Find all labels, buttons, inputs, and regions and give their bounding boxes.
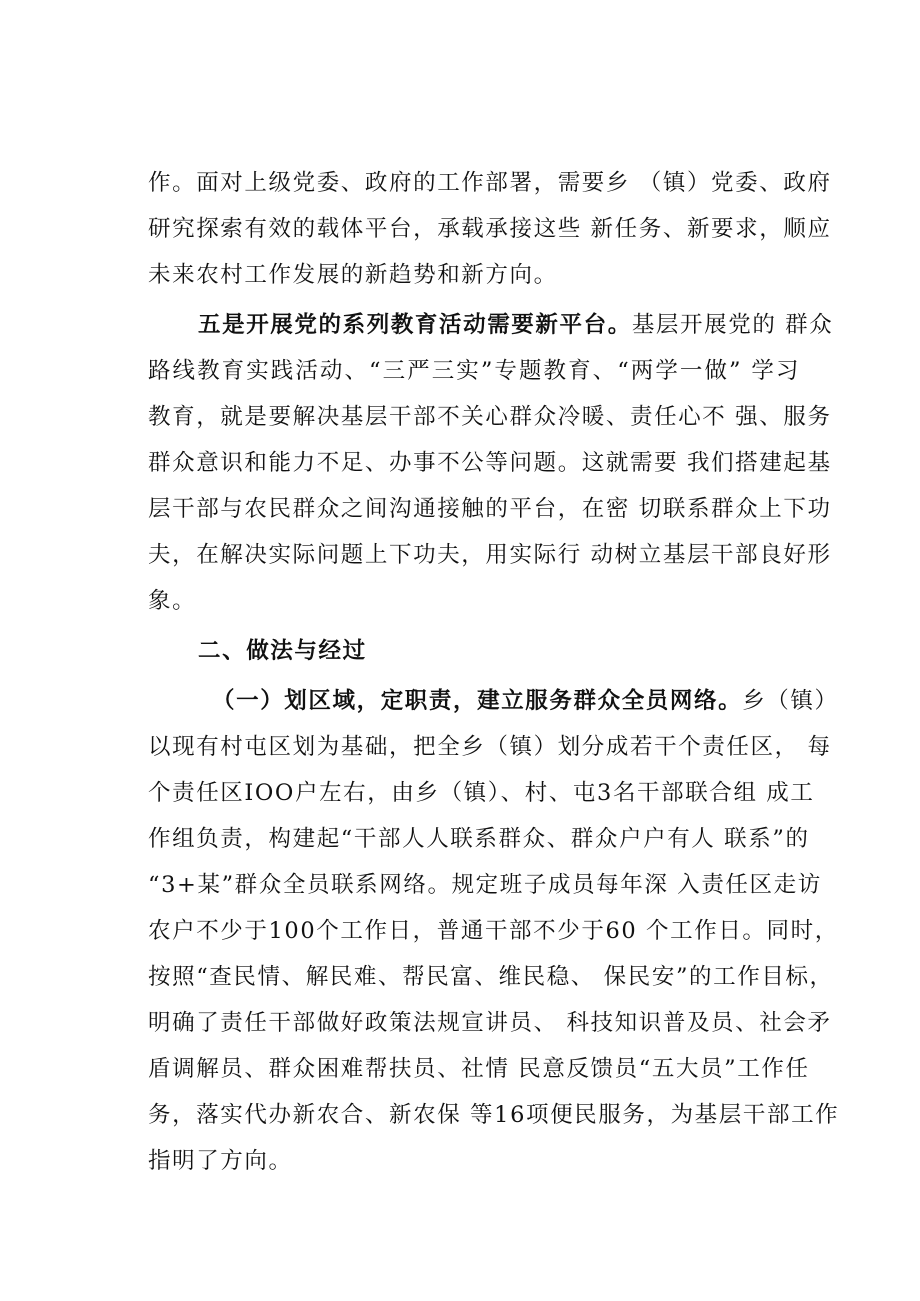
body-line: 以现有村屯区划为基础，把全乡（镇）划分成若干个责任区， 每 bbox=[148, 734, 832, 760]
body-line: 路线教育实践活动、“三严三实”专题教育、“两学一做” 学习 bbox=[148, 358, 800, 384]
body-line: 个责任区IOO户左右，由乡（镇）、村、屯3名干部联合组 成工 bbox=[148, 780, 815, 806]
document-page bbox=[148, 160, 840, 1184]
subsection-heading: （一）划区域，定职责，建立服务群众全员网络。 bbox=[212, 688, 743, 714]
body-line: 盾调解员、群众困难帮扶员、社情 民意反馈员“五大员”工作任 bbox=[148, 1056, 810, 1082]
body-line: 作组负责，构建起“干部人人联系群众、群众户户有人 联系”的 bbox=[148, 826, 810, 852]
body-line: 研究探索有效的载体平台，承载承接这些 新任务、新要求，顺应 bbox=[148, 216, 832, 242]
body-line: 指明了方向。 bbox=[148, 1148, 293, 1174]
section-heading: 二、做法与经过 bbox=[198, 638, 367, 664]
paragraph-lead-line: 五是开展党的系列教育活动需要新平台。基层开展党的 群众 bbox=[198, 312, 834, 338]
body-line: 教育，就是要解决基层干部不关心群众冷暖、责任心不 强、服务 bbox=[148, 404, 832, 430]
paragraph-heading: 五是开展党的系列教育活动需要新平台。 bbox=[198, 312, 632, 338]
body-line: 明确了责任干部做好政策法规宣讲员、 科技知识普及员、社会矛 bbox=[148, 1010, 832, 1036]
body-line: “3+某”群众全员联系网络。规定班子成员每年深 入责任区走访 bbox=[148, 872, 822, 898]
body-line: 层干部与农民群众之间沟通接触的平台，在密 切联系群众上下功 bbox=[148, 496, 832, 522]
body-line: 象。 bbox=[148, 588, 197, 614]
body-line: 夫，在解决实际问题上下功夫，用实际行 动树立基层干部良好形 bbox=[148, 542, 832, 568]
body-line: 未来农村工作发展的新趋势和新方向。 bbox=[148, 262, 558, 288]
subsection-lead-line: （一）划区域，定职责，建立服务群众全员网络。乡（镇） bbox=[212, 688, 839, 714]
body-line: 农户不少于100个工作日，普通干部不少于60 个工作日。同时， bbox=[148, 918, 839, 944]
body-line: 群众意识和能力不足、办事不公等问题。这就需要 我们搭建起基 bbox=[148, 450, 832, 476]
body-line: 按照“查民情、解民难、帮民富、维民稳、 保民安”的工作目标， bbox=[148, 964, 834, 990]
body-line: 作。面对上级党委、政府的工作部署，需要乡 （镇）党委、政府 bbox=[148, 170, 832, 196]
body-line: 务，落实代办新农合、新农保 等16项便民服务，为基层干部工作 bbox=[148, 1102, 840, 1128]
